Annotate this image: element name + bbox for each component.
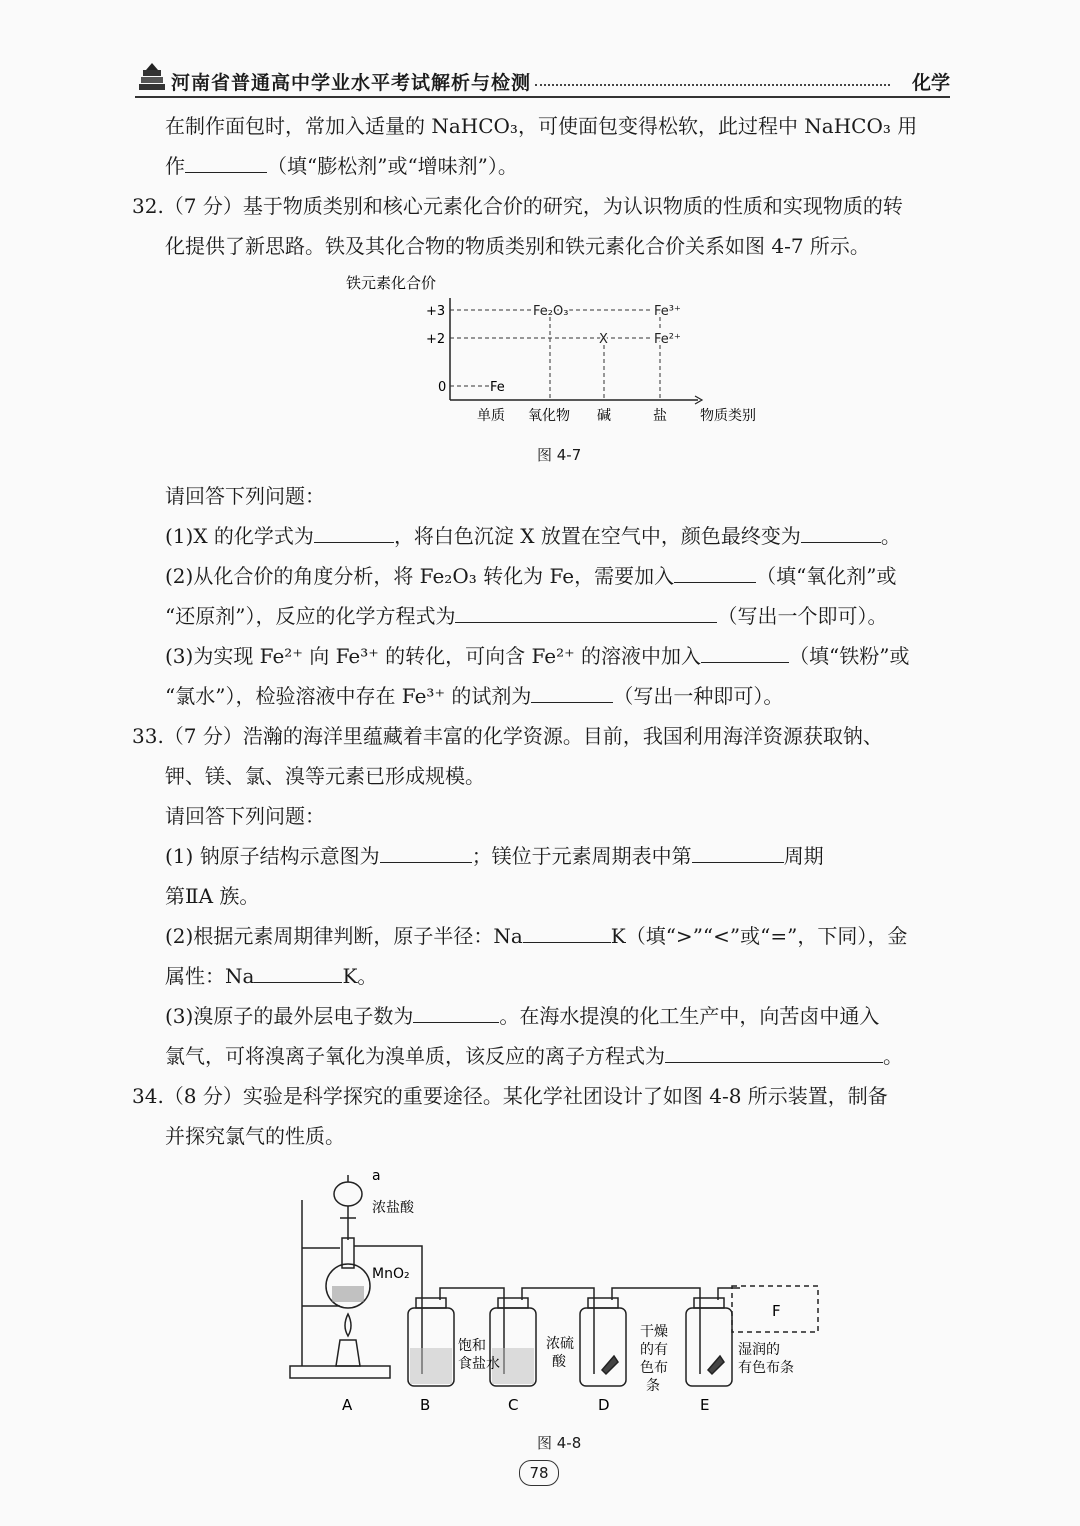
- label-f: F: [772, 1302, 781, 1320]
- chart-ylabel: 铁元素化合价: [346, 274, 437, 292]
- letter-d: D: [598, 1396, 610, 1414]
- q32-sub3-line2: “氯水”），检验溶液中存在 Fe³⁺ 的试剂为 （写出一种即可）。: [165, 684, 784, 708]
- answer-blank[interactable]: [314, 522, 394, 543]
- book-stack-logo-icon: [135, 62, 169, 96]
- header-rule: [135, 96, 950, 98]
- q31-line1: 在制作面包时，常加入适量的 NaHCO₃，可使面包变得松软，此过程中 NaHCO₃ 用: [165, 114, 918, 138]
- x-tick-salt: 盐: [653, 408, 667, 424]
- answer-blank[interactable]: [692, 842, 784, 863]
- q33-line1: 33.（7 分）浩瀚的海洋里蕴藏着丰富的化学资源。目前，我国利用海洋资源获取钠、: [132, 724, 883, 748]
- y-tick-plus3: +3: [426, 304, 446, 319]
- label-c-1: 浓硫: [546, 1336, 574, 1352]
- figure-4-7-caption: 图 4-7: [537, 446, 582, 464]
- q34-line2: 并探究氯气的性质。: [165, 1124, 345, 1148]
- label-e-2: 有色布条: [738, 1360, 794, 1376]
- chlorine-apparatus-diagram: [280, 1160, 840, 1420]
- answer-blank[interactable]: [455, 602, 717, 623]
- point-fe2o3: Fe₂O₃: [533, 304, 569, 319]
- x-tick-element: 单质: [477, 408, 505, 424]
- y-tick-plus2: +2: [426, 332, 446, 347]
- point-fe2plus: Fe²⁺: [654, 332, 681, 347]
- q33-sub3-line1: (3)溴原子的最外层电子数为 。在海水提溴的化工生产中，向苦卤中通入: [165, 1004, 880, 1028]
- q33-prompt: 请回答下列问题：: [165, 804, 325, 828]
- label-mno2: MnO₂: [372, 1266, 410, 1282]
- q33-sub2-line1: (2)根据元素周期律判断，原子半径：Na K（填“>”“<”或“=”，下同），金: [165, 924, 908, 948]
- cloth-strip-e: [708, 1356, 724, 1374]
- q33-sub2-line2: 属性：Na K。: [165, 964, 378, 988]
- label-d-4: 条: [646, 1378, 660, 1394]
- alcohol-lamp: [336, 1340, 360, 1366]
- label-e-1: 湿润的: [738, 1342, 780, 1358]
- q32-sub3-line1: (3)为实现 Fe²⁺ 向 Fe³⁺ 的转化，可向含 Fe²⁺ 的溶液中加入 （填“铁粉”或: [165, 644, 910, 668]
- answer-blank[interactable]: [531, 682, 613, 703]
- page-number: 78: [519, 1460, 559, 1486]
- point-fe3plus: Fe³⁺: [654, 304, 681, 319]
- label-d-1: 干燥: [640, 1324, 668, 1340]
- q32-line2: 化提供了新思路。铁及其化合物的物质类别和铁元素化合价关系如图 4-7 所示。: [165, 234, 870, 258]
- q31-line2: 作 （填“膨松剂”或“增味剂”）。: [165, 154, 518, 178]
- q34-line1: 34.（8 分）实验是科学探究的重要途径。某化学社团设计了如图 4-8 所示装置，制备: [132, 1084, 888, 1108]
- y-tick-zero: 0: [438, 380, 447, 395]
- q32-sub1: (1)X 的化学式为 ，将白色沉淀 X 放置在空气中，颜色最终变为 。: [165, 524, 901, 548]
- q33-line2: 钾、镁、氯、溴等元素已形成规模。: [165, 764, 485, 788]
- point-fe: Fe: [490, 380, 505, 395]
- letter-b: B: [420, 1396, 431, 1414]
- answer-blank[interactable]: [665, 1042, 883, 1063]
- q32-sub2-line2: “还原剂”），反应的化学方程式为 （写出一个即可）。: [165, 604, 888, 628]
- answer-blank[interactable]: [380, 842, 472, 863]
- label-b-1: 饱和: [458, 1338, 486, 1354]
- x-tick-base: 碱: [597, 408, 611, 424]
- header-dots: [535, 84, 890, 86]
- label-hcl: 浓盐酸: [372, 1200, 414, 1216]
- iron-valence-chart: [340, 268, 790, 468]
- separatory-funnel: [334, 1182, 362, 1206]
- x-tick-oxide: 氧化物: [528, 408, 570, 424]
- answer-blank[interactable]: [674, 562, 756, 583]
- flame: [345, 1314, 351, 1336]
- bottle-e: [686, 1308, 732, 1386]
- answer-blank[interactable]: [801, 522, 881, 543]
- q32-line1: 32.（7 分）基于物质类别和核心元素化合价的研究，为认识物质的性质和实现物质的转: [132, 194, 903, 218]
- letter-c: C: [508, 1396, 519, 1414]
- saturated-brine: [410, 1348, 452, 1384]
- label-a: a: [372, 1168, 381, 1184]
- label-d-3: 色布: [640, 1360, 668, 1376]
- answer-blank[interactable]: [523, 922, 611, 943]
- q32-sub2-line1: (2)从化合价的角度分析，将 Fe₂O₃ 转化为 Fe，需要加入 （填“氧化剂”或: [165, 564, 897, 588]
- letter-e: E: [700, 1396, 710, 1414]
- chart-xlabel: 物质类别: [700, 408, 756, 424]
- header-subject: 化学: [911, 72, 950, 94]
- answer-blank[interactable]: [701, 642, 789, 663]
- letter-a: A: [342, 1396, 353, 1414]
- answer-blank[interactable]: [185, 152, 267, 173]
- header-title: 河南省普通高中学业水平考试解析与检测: [171, 72, 532, 94]
- q33-sub1-line1: (1) 钠原子结构示意图为 ；镁位于元素周期表中第 周期: [165, 844, 824, 868]
- q33-sub1-line2: 第ⅡA 族。: [165, 884, 260, 908]
- page-header: [135, 62, 950, 98]
- point-x: X: [599, 332, 608, 347]
- label-c-2: 酸: [552, 1354, 566, 1370]
- q33-sub3-line2: 氯气，可将溴离子氧化为溴单质，该反应的离子方程式为 。: [165, 1044, 903, 1068]
- bottle-d: [580, 1308, 626, 1386]
- figure-4-8-caption: 图 4-8: [537, 1434, 582, 1452]
- label-d-2: 的有: [640, 1342, 668, 1358]
- cloth-strip-d: [602, 1356, 618, 1374]
- answer-blank[interactable]: [413, 1002, 499, 1023]
- q32-prompt: 请回答下列问题：: [165, 484, 325, 508]
- label-b-2: 食盐水: [458, 1356, 500, 1372]
- mno2-solid: [332, 1286, 364, 1302]
- stand-base: [290, 1366, 390, 1378]
- answer-blank[interactable]: [254, 962, 342, 983]
